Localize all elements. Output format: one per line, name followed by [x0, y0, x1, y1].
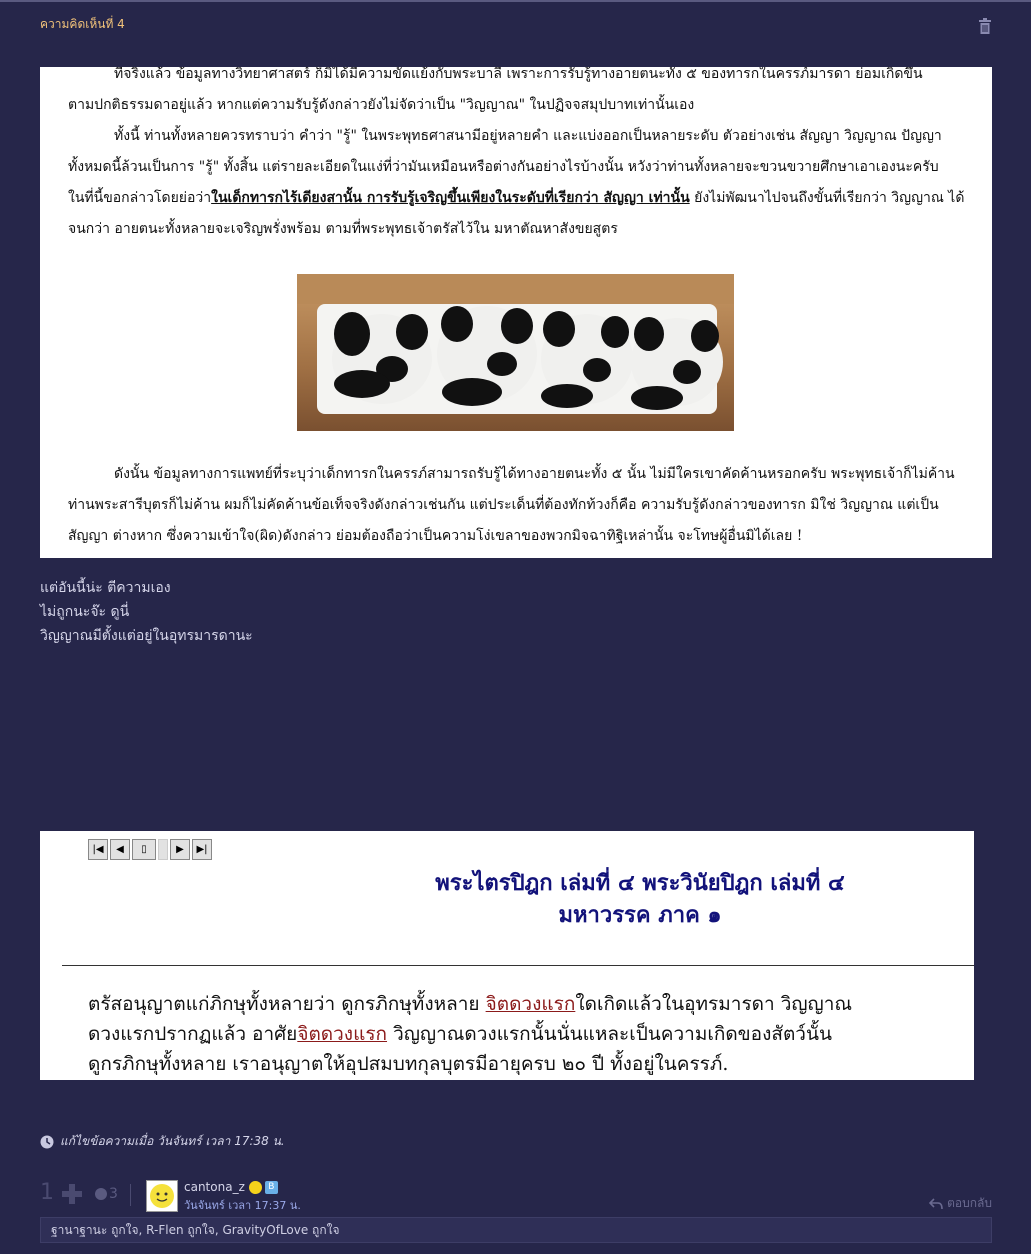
article-line: สัญญา ต่างหาก ซึ่งความเข้าใจ(ผิด)ดังกล่าว ย่อมต้องถือว่าเป็นความโง่เขลาของพวกมิจฉาทิฐิเหล่านั้น จะโทษผู้อื่นมิได้เลย !	[68, 528, 803, 544]
comment-title: ความคิดเห็นที่ 4	[40, 17, 125, 31]
scripture-segment: ดวงแรกปรากฏแล้ว อาศัย	[88, 1023, 298, 1045]
last-page-icon[interactable]: ▶|	[192, 839, 212, 860]
page-nav-toolbar	[88, 839, 214, 860]
scripture-link[interactable]: จิตดวงแรก	[297, 1023, 388, 1045]
username-row	[184, 1180, 278, 1194]
comment-footer	[40, 1180, 992, 1216]
comment-line: วิญญาณมีตั้งแต่อยู่ในอุทรมารดานะ	[40, 628, 253, 644]
toolbar-spacer	[158, 839, 168, 860]
article-line: ทั้งหมดนี้ล้วนเป็นการ "รู้" ทั้งสิ้น แต่รายละเอียดในแง่ที่ว่ามันเหมือนหรือต่างกันอย่างไรบ้างนั้น หวังว่าท่านทั้งหลายจะขวนขวายศึกษาเอาเองนะครับ	[68, 159, 939, 175]
member-badge: B	[265, 1181, 278, 1194]
book-subtitle: มหาวรรค ภาค ๑	[558, 902, 722, 928]
article-line	[68, 183, 968, 214]
scripture-text	[88, 989, 968, 1079]
trash-icon[interactable]	[978, 18, 992, 34]
reply-button[interactable]	[929, 1194, 992, 1213]
article-line: ดังนั้น ข้อมูลทางการแพทย์ที่ระบุว่าเด็กทารกในครรภ์สามารถรับรู้ได้ทางอายตนะทั้ง ๕ นั้น ไม่มีใครเขาคัดค้านหรอกครับ พระพุทธเจ้าก็ไม่ค้าน	[114, 466, 955, 482]
article-line: จนกว่า อายตนะทั้งหลายจะเจริญพรั่งพร้อม ตามที่พระพุทธเจ้าตรัสไว้ใน มหาตัณหาสังขยสูตร	[68, 221, 618, 237]
article-line: ที่จริงแล้ว ข้อมูลทางวิทยาศาสตร์ ก็มิได้มีความขัดแย้งกับพระบาลี เพราะการรับรู้ทางอายตนะทั้ง ๕ ของทารกในครรภ์มารดา ย่อมเกิดขึ้น	[114, 67, 923, 82]
next-page-icon[interactable]: ▶	[170, 839, 190, 860]
edited-text: แก้ไขข้อความเมื่อ วันจันทร์ เวลา 17:38 น.	[60, 1134, 285, 1148]
scripture-segment: ตรัสอนุญาตแก่ภิกษุทั้งหลายว่า ดูกรภิกษุทั้งหลาย	[88, 993, 486, 1015]
title-divider	[62, 965, 974, 966]
comment-line: แต่อันนี้น่ะ ตีความเอง	[40, 580, 171, 596]
smiley-icon	[249, 1181, 262, 1194]
reply-arrow-icon	[929, 1198, 943, 1210]
article-emphasis: ในเด็กทารกไร้เดียงสานั้น การรับรู้เจริญขึ้นเพียงในระดับที่เรียกว่า สัญญา เท่านั้น	[211, 190, 690, 206]
article-screenshot	[40, 67, 992, 558]
reply-label: ตอบกลับ	[947, 1196, 992, 1210]
post-timestamp: วันจันทร์ เวลา 17:37 น.	[184, 1199, 301, 1212]
emotion-count: 3	[109, 1186, 118, 1202]
document-icon[interactable]: ▯	[132, 839, 156, 860]
scripture-segment: วิญญาณดวงแรกนั้นนั่นแหละเป็นความเกิดของสัตว์นั้น	[387, 1023, 832, 1045]
top-divider	[0, 0, 1031, 2]
panda-cubs-photo	[297, 274, 734, 431]
footer-divider	[130, 1184, 131, 1206]
likes-bar: ฐานาฐานะ ถูกใจ, R-Flen ถูกใจ, GravityOfLove ถูกใจ	[40, 1217, 992, 1243]
article-line: ท่านพระสารีบุตรก็ไม่ค้าน ผมก็ไม่คัดค้านข้อเท็จจริงดังกล่าวเช่นกัน แต่ประเด็นที่ต้องทักท้วงก็คือ ความรับรู้ดังกล่าวของทารก มิใช่ วิญญาณ แต่เป็น	[68, 497, 939, 513]
scripture-segment: ดูกรภิกษุทั้งหลาย เราอนุญาตให้อุปสมบทกุลบุตรมีอายุครบ ๒๐ ปี ทั้งอยู่ในครรภ์.	[88, 1053, 729, 1075]
plus-vote-icon[interactable]	[60, 1182, 84, 1206]
emotion-icon	[95, 1188, 107, 1200]
first-page-icon[interactable]: |◀	[88, 839, 108, 860]
clock-icon	[40, 1135, 54, 1149]
emotion-counter[interactable]	[95, 1186, 118, 1202]
article-line: ทั้งนี้ ท่านทั้งหลายควรทราบว่า คำว่า "รู้" ในพระพุทธศาสนามีอยู่หลายคำ และแบ่งออกเป็นหลายระดับ ตัวอย่างเช่น สัญญา วิญญาณ ปัญญา	[114, 128, 942, 144]
edited-note	[40, 1132, 285, 1151]
scripture-link[interactable]: จิตดวงแรก	[485, 993, 576, 1015]
vote-score: 1	[40, 1180, 54, 1205]
tripitaka-screenshot	[40, 831, 974, 1080]
prev-page-icon[interactable]: ◀	[110, 839, 130, 860]
article-text: ยังไม่พัฒนาไปจนถึงขั้นที่เรียกว่า วิญญาณ ได้	[694, 190, 965, 206]
book-title: พระไตรปิฎก เล่มที่ ๔ พระวินัยปิฎก เล่มที่ ๔	[435, 870, 845, 896]
username-link[interactable]: cantona_z	[184, 1180, 245, 1194]
comment-line: ไม่ถูกนะจ๊ะ ดูนี่	[40, 604, 130, 620]
avatar[interactable]	[146, 1180, 178, 1212]
article-text: ในที่นี้ขอกล่าวโดยย่อว่า	[68, 190, 212, 206]
scripture-segment: ใดเกิดแล้วในอุทรมารดา วิญญาณ	[575, 993, 853, 1015]
article-line: ตามปกติธรรมดาอยู่แล้ว หากแต่ความรับรู้ดังกล่าวยังไม่จัดว่าเป็น "วิญญาณ" ในปฏิจจสมุปบาทเท่านั้นเอง	[68, 97, 695, 113]
